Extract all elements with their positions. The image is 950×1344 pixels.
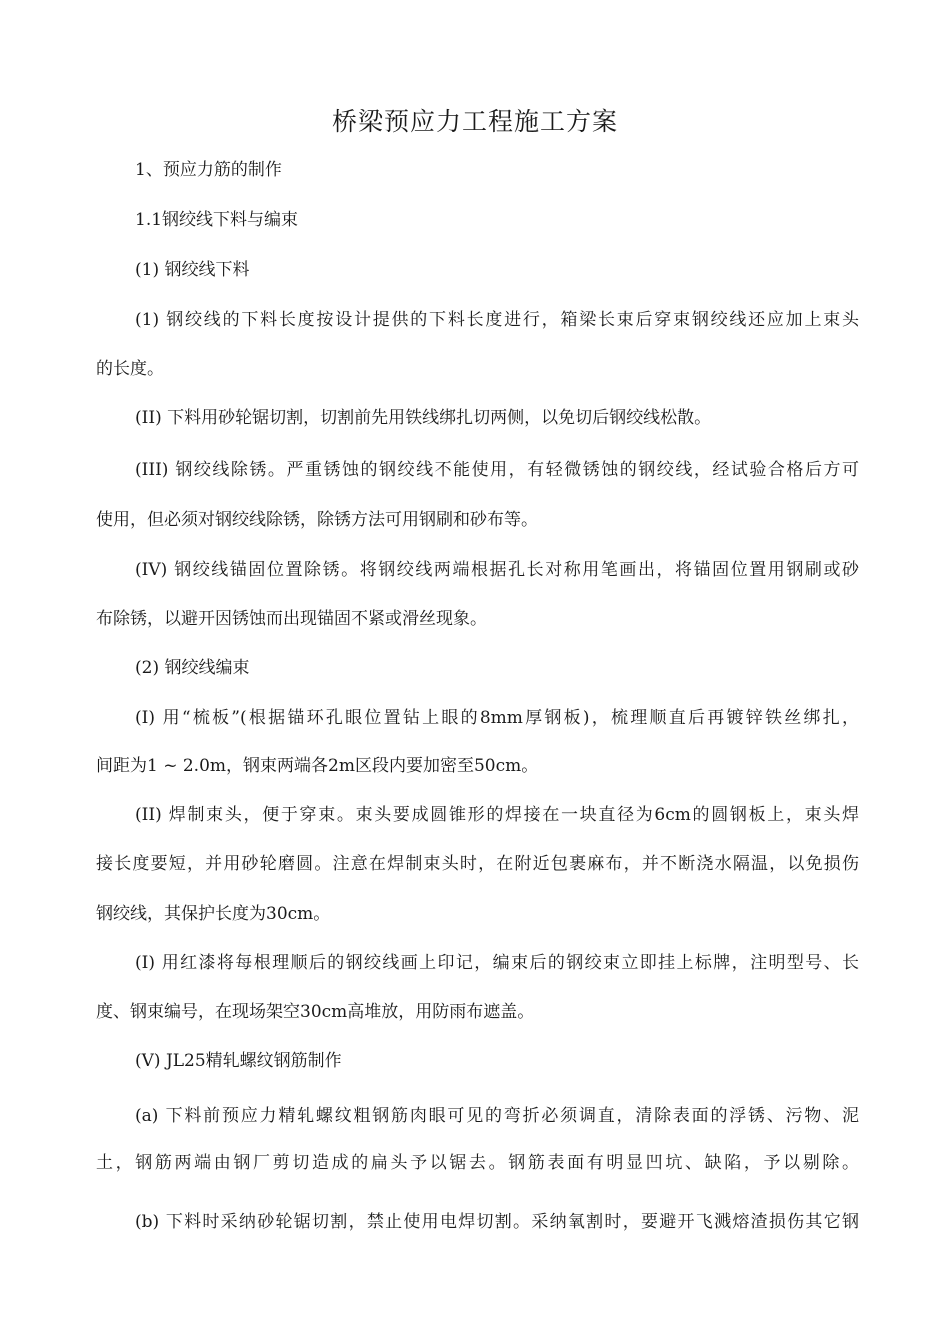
item-heading: (1) 钢绞线下料 [135, 260, 250, 280]
paragraph-line: 接长度要短，并用砂轮磨圆。注意在焊制束头时，在附近包裹麻布，并不断浇水隔温，以免损伤 [96, 854, 859, 874]
paragraph-line: (I) 用“梳板”(根据锚环孔眼位置钻上眼的8mm厚钢板)，梳理顺直后再镀锌铁丝绑扎， [135, 708, 859, 728]
paragraph-line: 的长度。 [96, 359, 164, 379]
section-heading: 1、预应力筋的制作 [135, 160, 282, 180]
paragraph-line: (a) 下料前预应力精轧螺纹粗钢筋肉眼可见的弯折必须调直，清除表面的浮锈、污物、泥 [135, 1106, 859, 1126]
paragraph-line: (IV) 钢绞线锚固位置除锈。将钢绞线两端根据孔长对称用笔画出，将锚固位置用钢刷或砂 [135, 560, 859, 580]
item-heading: (2) 钢绞线编束 [135, 658, 250, 678]
paragraph-line: (1) 钢绞线的下料长度按设计提供的下料长度进行，箱梁长束后穿束钢绞线还应加上束头 [135, 310, 859, 330]
document-title: 桥梁预应力工程施工方案 [331, 107, 618, 136]
paragraph-line: (I) 用红漆将每根理顺后的钢绞线画上印记，编束后的钢绞束立即挂上标牌，注明型号、长 [135, 953, 859, 973]
paragraph-line: 布除锈，以避开因锈蚀而出现锚固不紧或滑丝现象。 [96, 609, 487, 629]
paragraph-line: (II) 焊制束头，便于穿束。束头要成圆锥形的焊接在一块直径为6cm的圆钢板上，束头焊 [135, 805, 859, 825]
paragraph-line: 土，钢筋两端由钢厂剪切造成的扁头予以锯去。钢筋表面有明显凹坑、缺陷，予以剔除。 [96, 1153, 859, 1173]
paragraph-line: 间距为1 ~ 2.0m，钢束两端各2m区段内要加密至50cm。 [96, 756, 539, 776]
paragraph-line: (III) 钢绞线除锈。严重锈蚀的钢绞线不能使用，有轻微锈蚀的钢绞线，经试验合格后方可 [135, 460, 859, 480]
paragraph-line: (II) 下料用砂轮锯切割，切割前先用铁线绑扎切两侧，以免切后钢绞线松散。 [135, 408, 712, 428]
paragraph-line: (b) 下料时采纳砂轮锯切割，禁止使用电焊切割。采纳氧割时，要避开飞溅熔渣损伤其它钢 [135, 1212, 859, 1232]
paragraph-line: 使用，但必须对钢绞线除锈，除锈方法可用钢刷和砂布等。 [96, 510, 538, 530]
item-heading: (V) JL25精轧螺纹钢筋制作 [135, 1051, 342, 1071]
paragraph-line: 钢绞线，其保护长度为30cm。 [96, 904, 331, 924]
paragraph-line: 度、钢束编号，在现场架空30cm高堆放，用防雨布遮盖。 [96, 1002, 535, 1022]
subsection-heading: 1.1钢绞线下料与编束 [135, 210, 299, 230]
